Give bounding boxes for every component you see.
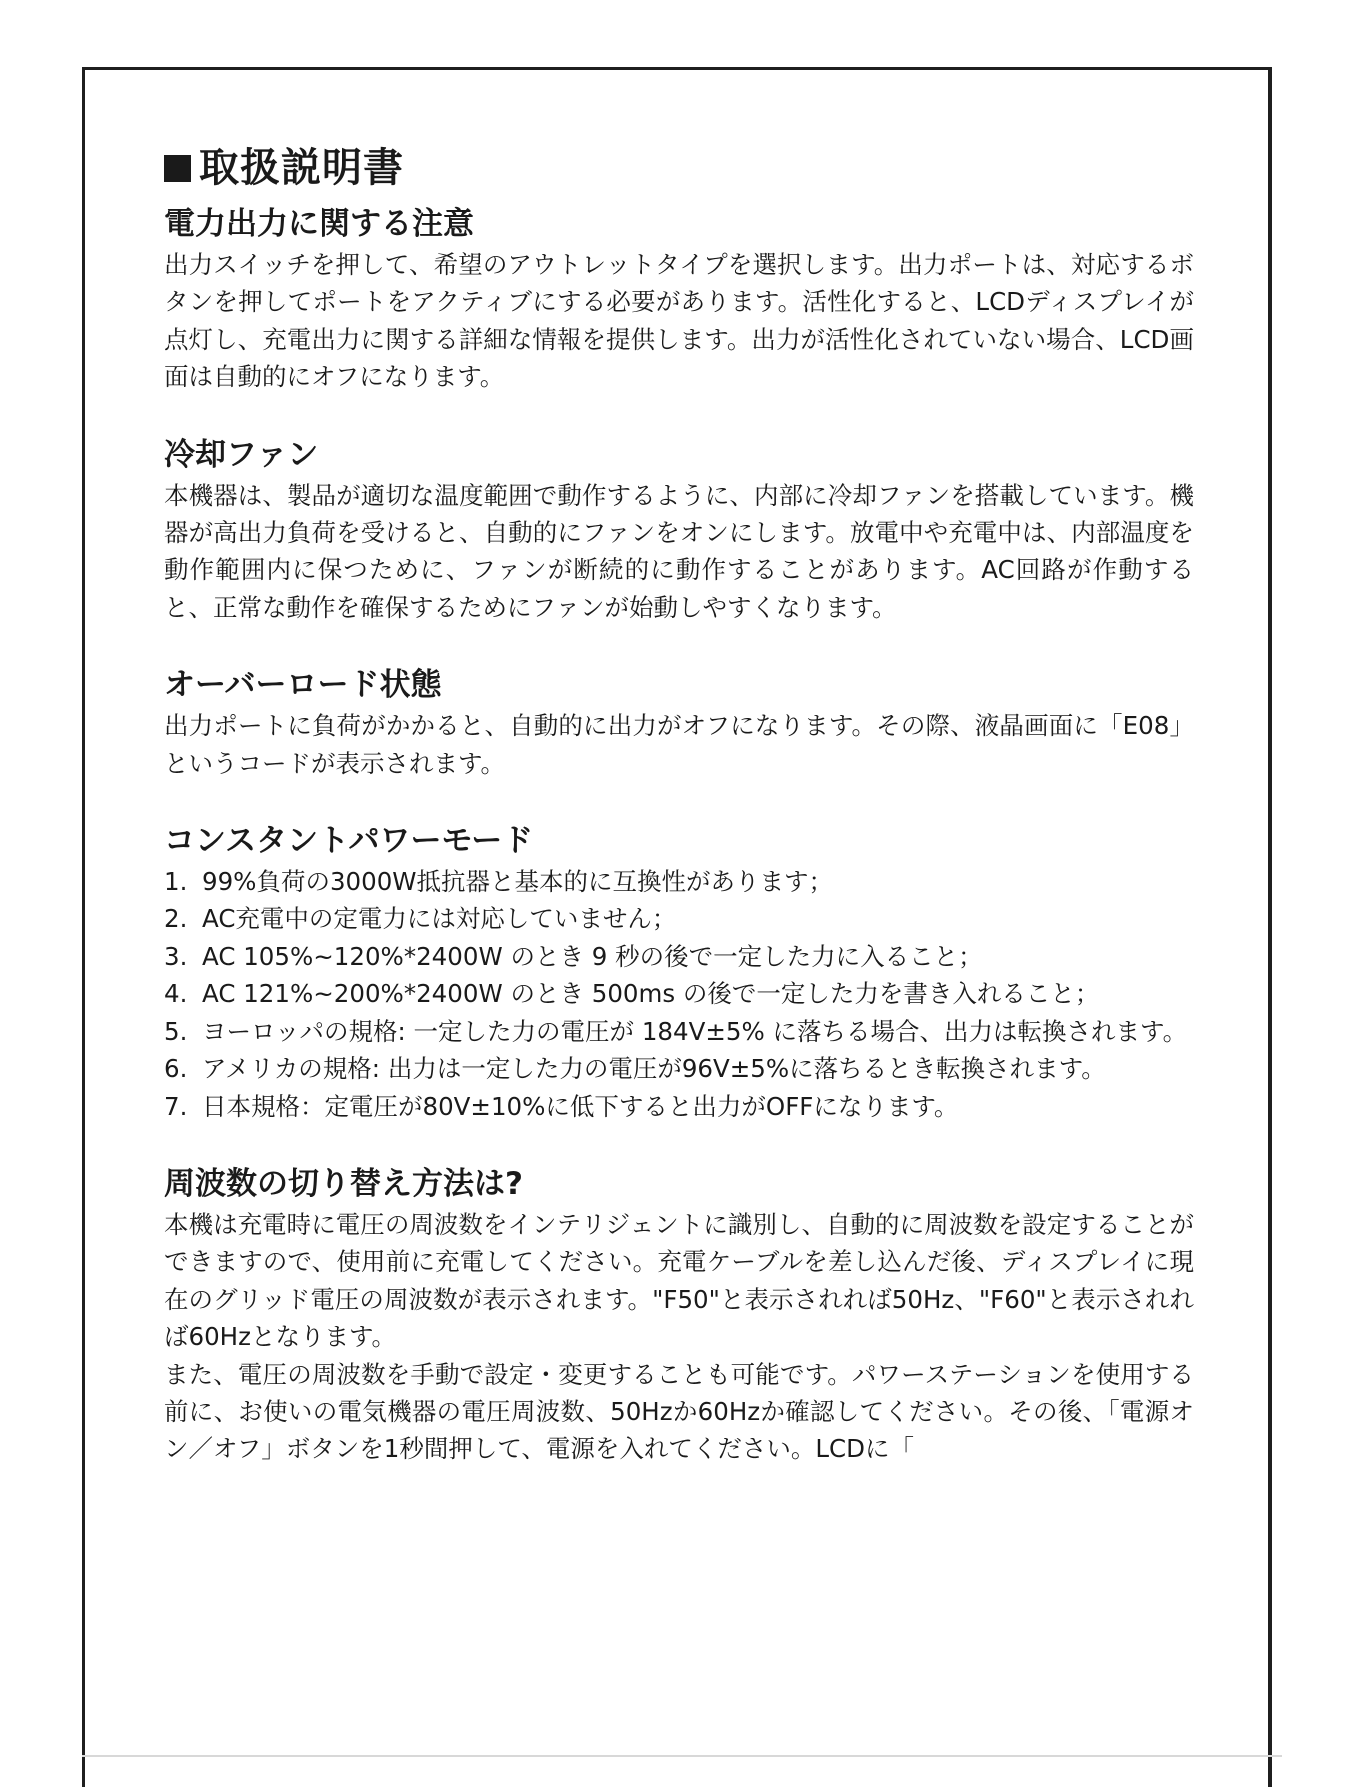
section-paragraph: また、電圧の周波数を手動で設定・変更することも可能です。パワーステーションを使用する前に、お使いの電気機器の電圧周波数、50Hzか60Hzか確認してください。その後、「電源オン／オフ」ボタンを1秒間押して、電源を入れてください。LCDに「 [164, 1359, 1194, 1464]
section-power-output [164, 202, 1194, 396]
page-bottom-edge [82, 1755, 1282, 1757]
list-item [164, 863, 1194, 900]
list-item [164, 900, 1194, 937]
document-title-text: 取扱説明書 [199, 145, 404, 191]
list-item-text: 99%負荷の3000W抵抗器と基本的に互換性があります； [202, 867, 834, 897]
list-item [164, 1088, 1194, 1125]
section-paragraph: 本機器は、製品が適切な温度範囲で動作するように、内部に冷却ファンを搭載しています。機器が高出力負荷を受けると、自動的にファンをオンにします。放電中や充電中は、内部温度を動作範囲内に保つために、ファンが断続的に動作することがあります。AC回路が作動すると、正常な動作を確保するためにファンが始動しやすくなります。 [164, 480, 1194, 622]
list-item-text: AC 121%~200%*2400W のとき 500ms の後で一定した力を書き入れること； [202, 979, 1100, 1009]
list-item-text: 日本規格：定電圧が80V±10%に低下すると出力がOFFになります。 [202, 1091, 959, 1121]
section-frequency-switch [164, 1162, 1194, 1468]
section-paragraph: 出力ポートに負荷がかかると、自動的に出力がオフになります。その際、液晶画面に「E08」というコードが表示されます。 [164, 711, 1194, 778]
list-item-text: AC 105%~120%*2400W のとき 9 秒の後で一定した力に入ること； [202, 941, 983, 971]
section-heading: 電力出力に関する注意 [164, 206, 474, 242]
section-paragraph: 本機は充電時に電圧の周波数をインテリジェントに識別し、自動的に周波数を設定することができますので、使用前に充電してください。充電ケーブルを差し込んだ後、ディスプレイに現在のグリッド電圧の周波数が表示されます。"F50"と表示されれば50Hz、"F60"と表示されれば60Hzとなります。 [164, 1209, 1194, 1352]
list-item [164, 938, 1194, 975]
list-item [164, 1050, 1194, 1087]
list-item-text: アメリカの規格: 出力は一定した力の電圧が96V±5%に落ちるとき転換されます。 [202, 1054, 1106, 1084]
list-item-number: 7. [164, 1091, 188, 1121]
section-constant-power-mode [164, 819, 1194, 1125]
section-heading: オーバーロード状態 [164, 667, 442, 704]
list-item-number: 1. [164, 867, 188, 897]
section-cooling-fan [164, 433, 1194, 627]
constant-power-list [164, 863, 1194, 1125]
list-item [164, 975, 1194, 1012]
section-overload [164, 663, 1194, 782]
section-heading: コンスタントパワーモード [164, 823, 534, 860]
document-title [164, 138, 1194, 198]
list-item-number: 2. [164, 904, 188, 934]
section-heading: 冷却ファン [164, 436, 319, 473]
section-heading: 周波数の切り替え方法は? [164, 1165, 523, 1202]
list-item-text: ヨーロッパの規格: 一定した力の電圧が 184V±5% に落ちる場合、出力は転換されます。 [202, 1016, 1188, 1046]
section-paragraph: 出力スイッチを押して、希望のアウトレットタイプを選択します。出力ポートは、対応するボタンを押してポートをアクティブにする必要があります。活性化すると、LCDディスプレイが点灯し、充電出力に関する詳細な情報を提供します。出力が活性化されていない場合、LCD画面は自動的にオフになります。 [164, 250, 1194, 392]
list-item-text: AC充電中の定電力には対応していません； [202, 904, 677, 934]
document-body [164, 138, 1194, 1505]
list-item-number: 6. [164, 1054, 188, 1084]
list-item-number: 4. [164, 979, 188, 1009]
square-bullet-icon [164, 155, 191, 182]
list-item [164, 1013, 1194, 1050]
list-item-number: 3. [164, 941, 188, 971]
list-item-number: 5. [164, 1016, 188, 1046]
